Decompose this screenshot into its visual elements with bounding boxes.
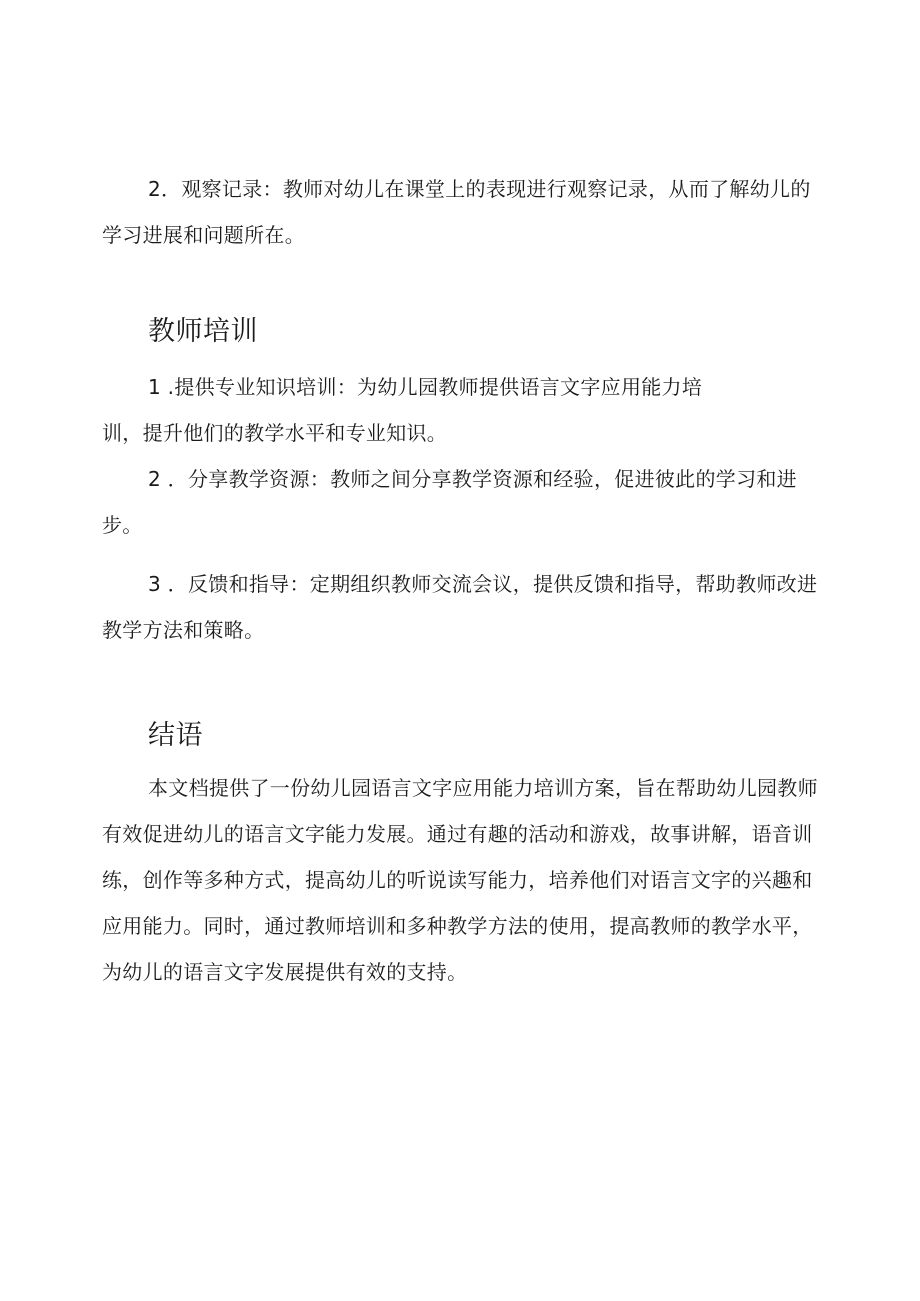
training-item-1 <box>102 364 822 456</box>
observation-item-2: 2．观察记录：教师对幼儿在课堂上的表现进行观察记录，从而了解幼儿的学习进展和问题所在。 <box>102 177 811 247</box>
training-heading: 教师培训 <box>148 316 258 347</box>
training-item-2: 2 ．分享教学资源：教师之间分享教学资源和经验，促进彼此的学习和进步。 <box>102 467 797 537</box>
conclusion-body: 本文档提供了一份幼儿园语言文字应用能力培训方案，旨在帮助幼儿园教师有效促进幼儿的语言文字能力发展。通过有趣的活动和游戏，故事讲解，语音训练，创作等多种方式，提高幼儿的听说读写能力，培养他们对语言文字的兴趣和应用能力。同时，通过教师培训和多种教学方法的使用，提高教师的教学水平，为幼儿的语言文字发展提供有效的支持。 <box>102 776 818 984</box>
training-item-1-line-1: 1 .提供专业知识培训：为幼儿园教师提供语言文字应用能力培 <box>148 375 703 399</box>
training-item-3: 3 ．反馈和指导：定期组织教师交流会议，提供反馈和指导，帮助教师改进教学方法和策略。 <box>102 572 818 642</box>
conclusion-heading: 结语 <box>148 720 203 751</box>
training-item-1-line-2: 训，提升他们的教学水平和专业知识。 <box>102 421 448 445</box>
